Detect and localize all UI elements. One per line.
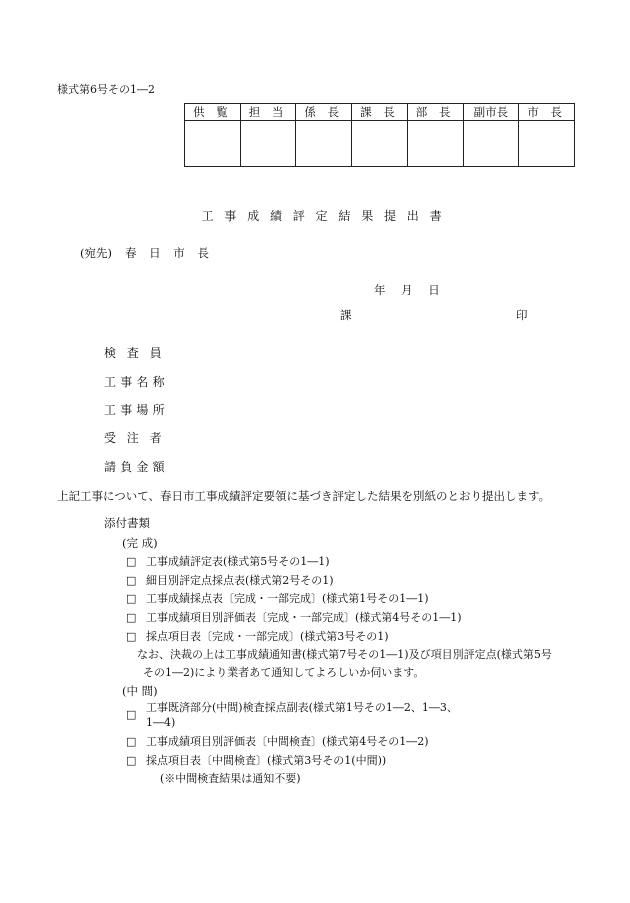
approval-header-circulation: 供 覧 [185, 104, 241, 121]
approval-stamp-table [184, 103, 575, 167]
attachment-item [126, 553, 330, 569]
attachment-item [126, 752, 386, 768]
checkbox-icon[interactable]: □ [126, 592, 137, 605]
attachment-item [126, 700, 486, 730]
checkbox-icon[interactable]: □ [126, 611, 137, 624]
checkbox-icon[interactable]: □ [126, 735, 137, 748]
approval-header-deputy-mayor: 副市長 [463, 104, 519, 121]
seal-cell [519, 121, 575, 167]
seal-cell [185, 121, 241, 167]
attachment-item-label: 採点項目表〔中間検査〕(様式第3号その1(中間)) [146, 754, 387, 767]
checkbox-icon[interactable]: □ [126, 630, 137, 643]
checkbox-icon[interactable]: □ [126, 708, 137, 721]
document-title: 工事成績評定結果提出書 [201, 209, 453, 223]
checkbox-icon[interactable]: □ [126, 574, 137, 587]
addressee-name: 春日市長 [125, 246, 222, 260]
seal-cell [296, 121, 352, 167]
date-line: 年 月 日 [374, 283, 440, 297]
completion-category-label: (完 成) [122, 536, 158, 550]
field-inspector: 検査員 [104, 346, 173, 360]
seal-cell [240, 121, 296, 167]
field-contractor: 受注者 [104, 431, 173, 445]
attachment-item [126, 733, 429, 749]
attachment-item-label: 工事既済部分(中間)検査採点副表(様式第1号その1―2、1―3、1―4) [146, 701, 458, 729]
approval-header-staff: 担 当 [240, 104, 296, 121]
field-location: 工事場所 [104, 403, 169, 417]
interim-note: (※中間検査結果は通知不要) [160, 772, 301, 785]
addressee-prefix: (宛先) [80, 246, 112, 260]
attachment-item [126, 628, 389, 644]
notification-note-line-2: その1―2)により業者あて通知してよろしいか伺います。 [143, 666, 425, 679]
approval-header-row [185, 104, 575, 121]
checkbox-icon[interactable]: □ [126, 754, 137, 767]
field-contract-amount: 請負金額 [104, 460, 169, 474]
approval-header-chief: 係 長 [296, 104, 352, 121]
attachment-item-label: 工事成績項目別評価表〔中間検査〕(様式第4号その1―2) [146, 735, 429, 748]
checkbox-icon[interactable]: □ [126, 555, 137, 568]
approval-seal-row [185, 121, 575, 167]
attachment-item [126, 590, 429, 606]
attachment-item-label: 細目別評定点採点表(様式第2号その1) [146, 574, 334, 587]
seal-label: 印 [516, 308, 528, 322]
attachment-item-label: 工事成績採点表〔完成・一部完成〕(様式第1号その1―1) [146, 592, 429, 605]
approval-header-section-manager: 課 長 [352, 104, 408, 121]
attachments-heading: 添付書類 [104, 516, 150, 530]
seal-cell [352, 121, 408, 167]
attachment-item [126, 609, 462, 625]
interim-category-label: (中 間) [122, 684, 158, 698]
attachment-item-label: 工事成績項目別評価表〔完成・一部完成〕(様式第4号その1―1) [146, 611, 462, 624]
seal-cell [463, 121, 519, 167]
submission-statement: 上記工事について、春日市工事成績評定要領に基づき評定した結果を別紙のとおり提出します。 [57, 489, 551, 503]
seal-cell [407, 121, 463, 167]
attachment-item-label: 採点項目表〔完成・一部完成〕(様式第3号その1) [146, 630, 389, 643]
attachment-item-label: 工事成績評定表(様式第5号その1―1) [146, 555, 330, 568]
form-number: 様式第6号その1―2 [57, 83, 155, 96]
approval-header-mayor: 市 長 [519, 104, 575, 121]
attachment-item [126, 572, 334, 588]
approval-header-department-manager: 部 長 [407, 104, 463, 121]
department-label: 課 [340, 308, 352, 322]
field-project-name: 工事名称 [104, 375, 169, 389]
notification-note-line-1: なお、決裁の上は工事成績通知書(様式第7号その1―1)及び項目別評定点(様式第5号 [137, 648, 552, 661]
